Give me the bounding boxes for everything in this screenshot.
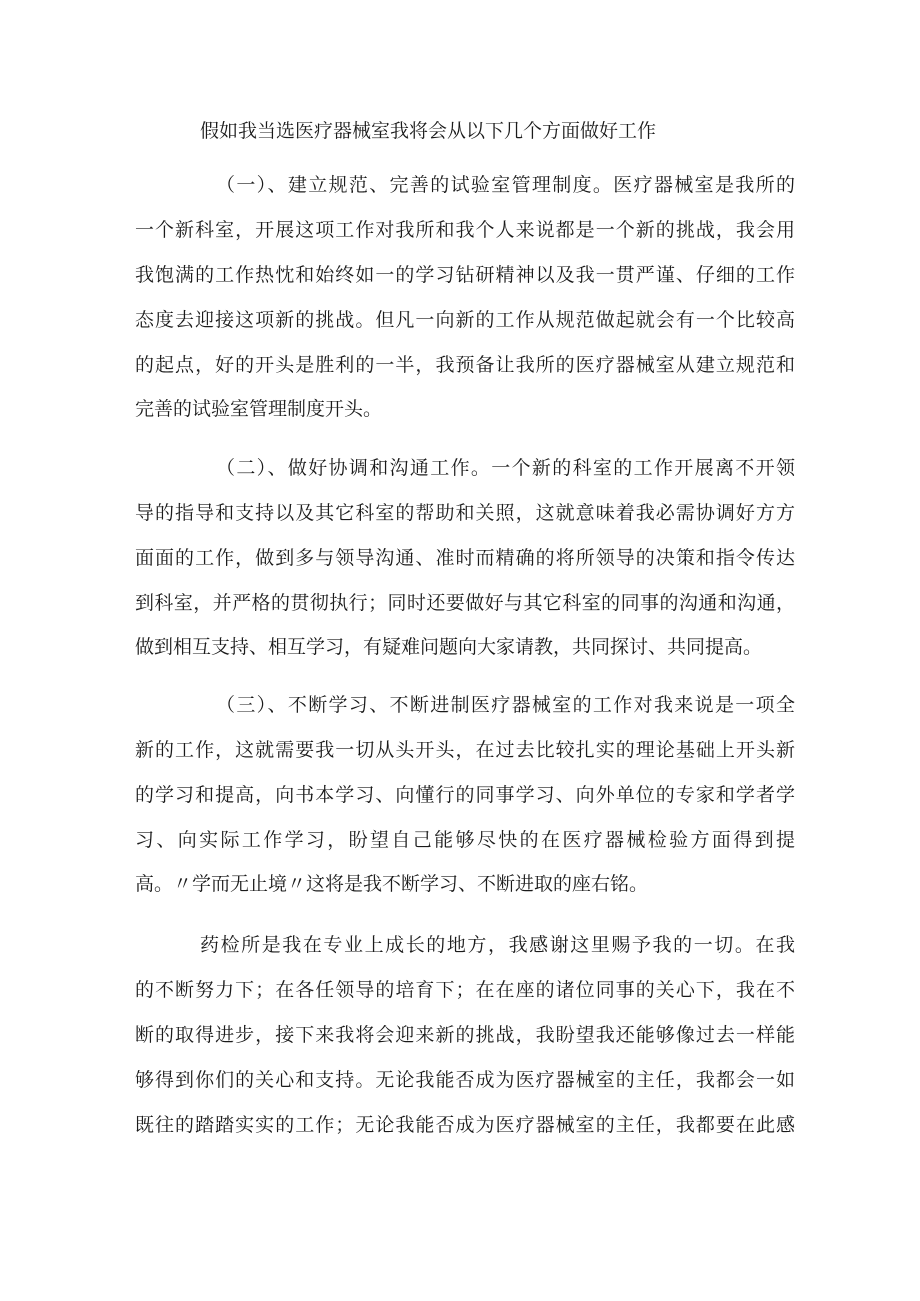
paragraph-4-line-1: 药检所是我在专业上成长的地方，我感谢这里赐予我的一切。在我 xyxy=(200,934,795,956)
heading-line: 假如我当选医疗器械室我将会从以下几个方面做好工作 xyxy=(200,120,657,142)
paragraph-3-line-5: 高。〃学而无止境〃这将是我不断学习、不断进取的座右铭。 xyxy=(135,873,649,895)
paragraph-2-line-2: 导的指导和支持以及其它科室的帮助和关照，这就意味着我必需协调好方方 xyxy=(135,502,795,524)
paragraph-1-line-6: 完善的试验室管理制度开头。 xyxy=(135,398,383,420)
paragraph-1-line-1: （一）、建立规范、完善的试验室管理制度。医疗器械室是我所的 xyxy=(216,174,795,196)
paragraph-1-line-3: 我饱满的工作热忱和始终如一的学习钻研精神以及我一贯严谨、仔细的工作 xyxy=(135,264,795,286)
paragraph-4-line-4: 够得到你们的关心和支持。无论我能否成为医疗器械室的主任，我都会一如 xyxy=(135,1069,795,1091)
paragraph-3-line-4: 习、向实际工作学习，盼望自己能够尽快的在医疗器械检验方面得到提 xyxy=(135,829,795,851)
paragraph-1-line-5: 的起点，好的开头是胜利的一半，我预备让我所的医疗器械室从建立规范和 xyxy=(135,354,795,376)
paragraph-3-line-1: （三）、不断学习、不断进制医疗器械室的工作对我来说是一项全 xyxy=(216,694,795,716)
paragraph-4-line-5: 既往的踏踏实实的工作；无论我能否成为医疗器械室的主任，我都要在此感 xyxy=(135,1114,795,1136)
paragraph-4-line-2: 的不断努力下；在各任领导的培育下；在在座的诸位同事的关心下，我在不 xyxy=(135,979,795,1001)
paragraph-2-line-3: 面面的工作，做到多与领导沟通、准时而精确的将所领导的决策和指令传达 xyxy=(135,547,795,569)
paragraph-2-line-4: 到科室，并严格的贯彻执行；同时还要做好与其它科室的同事的沟通和沟通， xyxy=(135,592,795,614)
paragraph-2-line-5: 做到相互支持、相互学习，有疑难问题向大家请教，共同探讨、共同提高。 xyxy=(135,636,763,658)
paragraph-3-line-3: 的学习和提高，向书本学习、向懂行的同事学习、向外单位的专家和学者学 xyxy=(135,784,795,806)
paragraph-3-line-2: 新的工作，这就需要我一切从头开头，在过去比较扎实的理论基础上开头新 xyxy=(135,739,795,761)
paragraph-1-line-2: 一个新科室，开展这项工作对我所和我个人来说都是一个新的挑战，我会用 xyxy=(135,219,795,241)
paragraph-1-line-4: 态度去迎接这项新的挑战。但凡一向新的工作从规范做起就会有一个比较高 xyxy=(135,309,795,331)
paragraph-4-line-3: 断的取得进步，接下来我将会迎来新的挑战，我盼望我还能够像过去一样能 xyxy=(135,1024,795,1046)
paragraph-2-line-1: （二）、做好协调和沟通工作。一个新的科室的工作开展离不开领 xyxy=(216,457,795,479)
